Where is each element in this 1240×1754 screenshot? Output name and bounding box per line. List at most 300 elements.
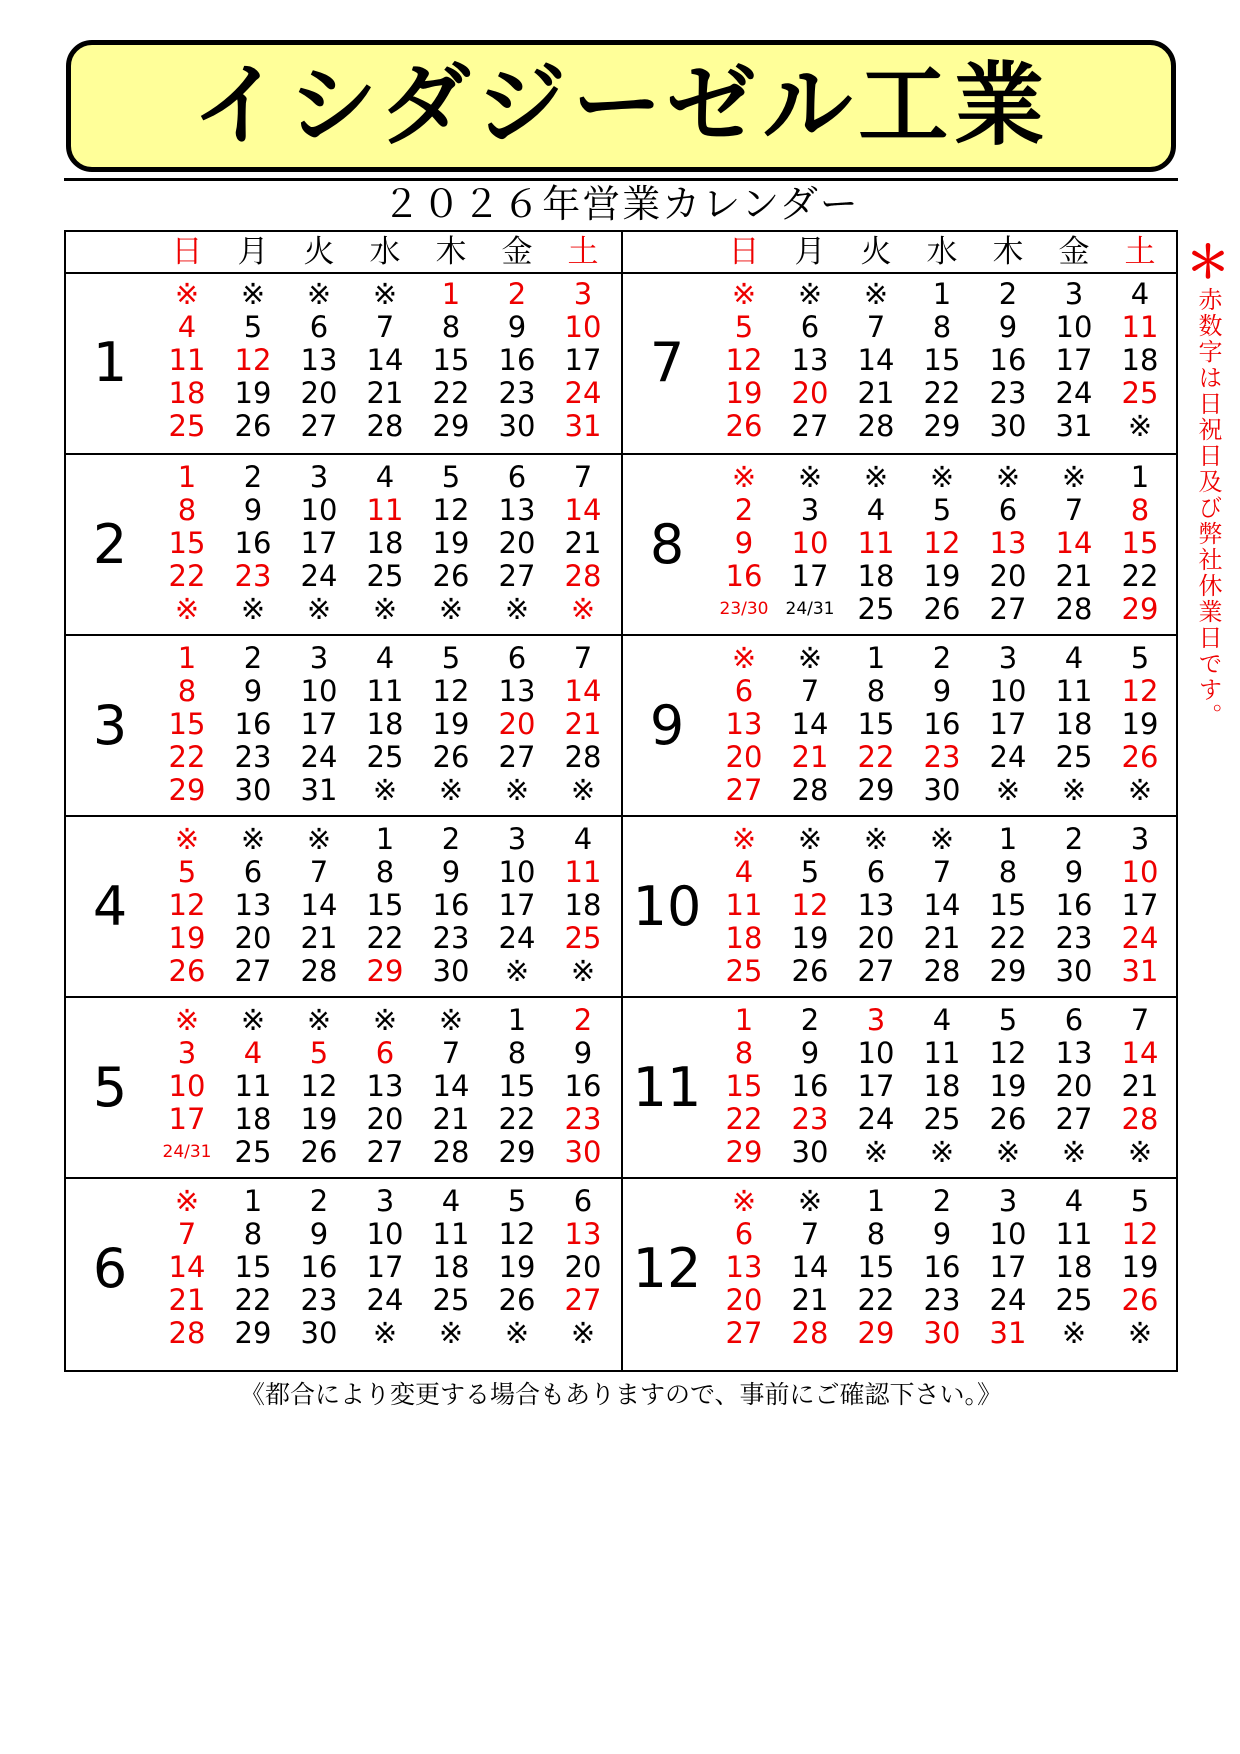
day-cell: 3 — [507, 822, 527, 856]
day-cell: 5 — [441, 460, 461, 494]
day-cell: 21 — [564, 526, 602, 560]
day-cell: 12 — [923, 526, 961, 560]
day-cell: 1 — [998, 822, 1018, 856]
day-cell: 13 — [564, 1217, 602, 1251]
closed-day-mark: ※ — [570, 773, 596, 807]
day-cell: 27 — [725, 773, 763, 807]
company-banner — [66, 40, 1176, 172]
day-cell: 28 — [857, 409, 895, 443]
day-cell: 13 — [857, 888, 895, 922]
month-block — [66, 634, 621, 815]
day-cell: 28 — [366, 409, 404, 443]
closed-day-mark: ※ — [438, 773, 464, 807]
calendar-title: ２０２６年営業カレンダー — [382, 182, 860, 226]
day-cell: 6 — [866, 855, 886, 889]
day-cell: 17 — [300, 707, 338, 741]
month-number: 8 — [649, 513, 685, 576]
month-number: 3 — [92, 694, 128, 757]
day-cell: 20 — [725, 1283, 763, 1317]
closed-day-mark: ※ — [995, 1135, 1021, 1169]
day-cell: 7 — [932, 855, 952, 889]
closed-day-mark: ※ — [306, 277, 332, 311]
day-cell: 10 — [1121, 855, 1159, 889]
closed-day-mark: ※ — [797, 277, 823, 311]
day-cell: 20 — [300, 376, 338, 410]
day-cell: 28 — [432, 1135, 470, 1169]
day-cell: 9 — [441, 855, 461, 889]
day-cell: 6 — [734, 1217, 754, 1251]
day-cell: 14 — [300, 888, 338, 922]
day-cell: 25 — [366, 740, 404, 774]
weekday-label: 金 — [1058, 234, 1090, 270]
closed-day-mark: ※ — [174, 592, 200, 626]
closed-day-mark: ※ — [929, 460, 955, 494]
day-cell: 16 — [234, 526, 272, 560]
day-cell: 28 — [300, 954, 338, 988]
day-cell: 21 — [791, 740, 829, 774]
closed-day-mark: ※ — [995, 460, 1021, 494]
day-cell: 26 — [300, 1135, 338, 1169]
day-cell: 4 — [932, 1003, 952, 1037]
day-cell: 25 — [366, 559, 404, 593]
day-cell: 18 — [923, 1069, 961, 1103]
day-cell: 11 — [857, 526, 895, 560]
day-cell: 10 — [366, 1217, 404, 1251]
closed-day-mark: ※ — [174, 822, 200, 856]
day-cell: 9 — [243, 674, 263, 708]
day-cell: 3 — [375, 1184, 395, 1218]
day-cell: 18 — [1121, 343, 1159, 377]
day-cell: 14 — [432, 1069, 470, 1103]
day-cell: 23 — [923, 1283, 961, 1317]
day-cell: 28 — [168, 1316, 206, 1350]
day-cell: 4 — [243, 1036, 263, 1070]
day-cell: 22 — [857, 740, 895, 774]
day-cell: 12 — [168, 888, 206, 922]
day-cell: 5 — [734, 310, 754, 344]
day-cell: 9 — [998, 310, 1018, 344]
day-cell: 19 — [498, 1250, 536, 1284]
day-cell: 19 — [234, 376, 272, 410]
day-cell: 27 — [1055, 1102, 1093, 1136]
day-cell: 21 — [168, 1283, 206, 1317]
day-cell: 9 — [507, 310, 527, 344]
closed-day-mark: ※ — [731, 277, 757, 311]
closed-day-mark: ※ — [372, 277, 398, 311]
day-cell: 24 — [857, 1102, 895, 1136]
day-cell: 31 — [1121, 954, 1159, 988]
day-cell: 18 — [366, 526, 404, 560]
month-number: 5 — [92, 1056, 128, 1119]
day-cell: 19 — [432, 707, 470, 741]
closed-day-mark: ※ — [372, 1316, 398, 1350]
day-cell: 19 — [791, 921, 829, 955]
day-cell: 13 — [498, 493, 536, 527]
day-cell: 5 — [507, 1184, 527, 1218]
day-cell: 27 — [857, 954, 895, 988]
weekday-label: 木 — [992, 234, 1024, 270]
day-cell: 25 — [168, 409, 206, 443]
day-cell: 15 — [366, 888, 404, 922]
day-cell: 23 — [1055, 921, 1093, 955]
closed-day-mark: ※ — [306, 592, 332, 626]
day-cell: 23 — [791, 1102, 829, 1136]
day-cell: 19 — [432, 526, 470, 560]
closed-day-mark: ※ — [372, 1003, 398, 1037]
calendar-right-column — [621, 232, 1178, 1370]
day-cell: 23 — [234, 559, 272, 593]
month-block — [66, 815, 621, 996]
day-cell: 1 — [177, 460, 197, 494]
month-block — [66, 453, 621, 634]
day-cell: 10 — [300, 674, 338, 708]
day-cell: 4 — [866, 493, 886, 527]
day-cell: 8 — [375, 855, 395, 889]
day-cell: 30 — [234, 773, 272, 807]
day-cell: 15 — [725, 1069, 763, 1103]
closed-day-mark: ※ — [797, 641, 823, 675]
day-cell: 7 — [177, 1217, 197, 1251]
closed-day-mark: ※ — [863, 822, 889, 856]
weekday-label: 水 — [369, 234, 401, 270]
month-block — [623, 272, 1178, 453]
day-cell: 7 — [800, 1217, 820, 1251]
day-cell: 4 — [734, 855, 754, 889]
closed-day-mark: ※ — [1127, 1316, 1153, 1350]
day-cell: 11 — [432, 1217, 470, 1251]
day-cell: 28 — [791, 773, 829, 807]
day-cell: 29 — [857, 773, 895, 807]
day-cell: 14 — [168, 1250, 206, 1284]
closed-day-mark: ※ — [174, 277, 200, 311]
day-cell: 30 — [564, 1135, 602, 1169]
day-cell: 23 — [432, 921, 470, 955]
day-cell: 19 — [725, 376, 763, 410]
day-cell: 27 — [725, 1316, 763, 1350]
day-cell: 30 — [432, 954, 470, 988]
day-cell: 7 — [1064, 493, 1084, 527]
day-cell: 10 — [791, 526, 829, 560]
month-number: 7 — [649, 331, 685, 394]
day-cell: 1 — [734, 1003, 754, 1037]
closed-day-mark: ※ — [306, 1003, 332, 1037]
day-cell: 21 — [366, 376, 404, 410]
day-cell: 7 — [1130, 1003, 1150, 1037]
day-cell: 26 — [168, 954, 206, 988]
day-cell: 14 — [923, 888, 961, 922]
day-cell: 24 — [1055, 376, 1093, 410]
closed-day-mark: ※ — [731, 460, 757, 494]
day-cell: 15 — [234, 1250, 272, 1284]
day-cell: 2 — [507, 277, 527, 311]
day-cell: 4 — [375, 460, 395, 494]
day-cell: 13 — [300, 343, 338, 377]
day-cell: 25 — [857, 592, 895, 626]
day-cell: 17 — [857, 1069, 895, 1103]
day-cell: 10 — [300, 493, 338, 527]
day-cell: 11 — [725, 888, 763, 922]
closed-day-mark: ※ — [240, 1003, 266, 1037]
day-cell: 15 — [1121, 526, 1159, 560]
day-cell: 24 — [1121, 921, 1159, 955]
day-cell: 3 — [177, 1036, 197, 1070]
closed-day-mark: ※ — [863, 277, 889, 311]
month-number: 10 — [632, 875, 702, 938]
day-cell: 17 — [366, 1250, 404, 1284]
day-cell: 8 — [866, 1217, 886, 1251]
day-cell: 5 — [1130, 1184, 1150, 1218]
day-cell: 17 — [989, 707, 1027, 741]
day-cell: 23 — [498, 376, 536, 410]
day-cell: 26 — [989, 1102, 1027, 1136]
day-cell: 20 — [989, 559, 1027, 593]
closed-day-mark: ※ — [731, 822, 757, 856]
day-cell: 22 — [857, 1283, 895, 1317]
day-cell: 14 — [857, 343, 895, 377]
day-cell: 16 — [564, 1069, 602, 1103]
closed-day-mark: ※ — [797, 1184, 823, 1218]
day-cell: 16 — [234, 707, 272, 741]
day-cell: 22 — [989, 921, 1027, 955]
day-cell: 17 — [168, 1102, 206, 1136]
weekday-label: 月 — [794, 234, 826, 270]
day-cell: 31 — [989, 1316, 1027, 1350]
day-cell: 11 — [1055, 674, 1093, 708]
closed-day-mark: ※ — [504, 1316, 530, 1350]
day-cell: 14 — [564, 674, 602, 708]
calendar-left-column — [66, 232, 621, 1370]
day-cell: 3 — [800, 493, 820, 527]
day-cell: 19 — [989, 1069, 1027, 1103]
day-cell: 2 — [243, 460, 263, 494]
month-number: 12 — [632, 1237, 702, 1300]
day-cell: 12 — [498, 1217, 536, 1251]
day-cell: 13 — [989, 526, 1027, 560]
day-cell: 8 — [734, 1036, 754, 1070]
day-cell: 18 — [432, 1250, 470, 1284]
day-cell: 20 — [498, 707, 536, 741]
day-cell: 26 — [234, 409, 272, 443]
weekday-header — [623, 232, 1178, 274]
day-cell: 20 — [498, 526, 536, 560]
closed-day-mark: ※ — [438, 592, 464, 626]
day-cell: 24 — [366, 1283, 404, 1317]
day-cell: 21 — [1055, 559, 1093, 593]
day-cell: 23/30 — [719, 599, 769, 619]
month-number: 2 — [92, 513, 128, 576]
day-cell: 2 — [309, 1184, 329, 1218]
day-cell: 9 — [932, 674, 952, 708]
company-name: イシダジーゼル工業 — [191, 53, 1051, 158]
day-cell: 23 — [989, 376, 1027, 410]
closed-day-mark: ※ — [863, 460, 889, 494]
day-cell: 5 — [441, 641, 461, 675]
day-cell: 26 — [791, 954, 829, 988]
day-cell: 25 — [1055, 740, 1093, 774]
day-cell: 20 — [234, 921, 272, 955]
day-cell: 28 — [1055, 592, 1093, 626]
day-cell: 14 — [366, 343, 404, 377]
month-block — [623, 815, 1178, 996]
day-cell: 9 — [573, 1036, 593, 1070]
closed-day-mark: ※ — [504, 773, 530, 807]
day-cell: 25 — [923, 1102, 961, 1136]
day-cell: 2 — [573, 1003, 593, 1037]
day-cell: 17 — [791, 559, 829, 593]
day-cell: 15 — [857, 1250, 895, 1284]
closed-day-mark: ※ — [1061, 1135, 1087, 1169]
day-cell: 6 — [507, 641, 527, 675]
day-cell: 28 — [564, 559, 602, 593]
closed-day-mark: ※ — [504, 954, 530, 988]
closed-day-mark: ※ — [372, 773, 398, 807]
day-cell: 28 — [923, 954, 961, 988]
day-cell: 10 — [857, 1036, 895, 1070]
day-cell: 1 — [441, 277, 461, 311]
day-cell: 2 — [998, 277, 1018, 311]
day-cell: 4 — [375, 641, 395, 675]
day-cell: 16 — [989, 343, 1027, 377]
day-cell: 13 — [1055, 1036, 1093, 1070]
day-cell: 29 — [234, 1316, 272, 1350]
day-cell: 20 — [564, 1250, 602, 1284]
day-cell: 3 — [998, 1184, 1018, 1218]
day-cell: 7 — [800, 674, 820, 708]
day-cell: 8 — [507, 1036, 527, 1070]
day-cell: 1 — [507, 1003, 527, 1037]
day-cell: 3 — [1130, 822, 1150, 856]
day-cell: 6 — [309, 310, 329, 344]
day-cell: 17 — [1055, 343, 1093, 377]
day-cell: 7 — [573, 460, 593, 494]
closed-day-mark: ※ — [570, 592, 596, 626]
day-cell: 20 — [857, 921, 895, 955]
day-cell: 31 — [564, 409, 602, 443]
day-cell: 10 — [989, 674, 1027, 708]
day-cell: 16 — [791, 1069, 829, 1103]
day-cell: 8 — [932, 310, 952, 344]
day-cell: 21 — [564, 707, 602, 741]
month-number: 11 — [632, 1056, 702, 1119]
month-number: 1 — [92, 331, 128, 394]
day-cell: 16 — [923, 1250, 961, 1284]
day-cell: 2 — [932, 641, 952, 675]
day-cell: 31 — [1055, 409, 1093, 443]
day-cell: 12 — [725, 343, 763, 377]
day-cell: 4 — [1130, 277, 1150, 311]
closed-day-mark: ※ — [306, 822, 332, 856]
day-cell: 3 — [998, 641, 1018, 675]
day-cell: 21 — [857, 376, 895, 410]
day-cell: 23 — [234, 740, 272, 774]
weekday-header — [66, 232, 621, 274]
day-cell: 11 — [366, 674, 404, 708]
day-cell: 24 — [989, 740, 1027, 774]
day-cell: 30 — [923, 1316, 961, 1350]
day-cell: 26 — [1121, 740, 1159, 774]
day-cell: 16 — [923, 707, 961, 741]
day-cell: 29 — [989, 954, 1027, 988]
day-cell: 24 — [498, 921, 536, 955]
day-cell: 9 — [800, 1036, 820, 1070]
day-cell: 14 — [564, 493, 602, 527]
day-cell: 16 — [432, 888, 470, 922]
day-cell: 14 — [791, 1250, 829, 1284]
day-cell: 3 — [573, 277, 593, 311]
day-cell: 17 — [564, 343, 602, 377]
calendar-grid — [64, 230, 1178, 1372]
day-cell: 27 — [234, 954, 272, 988]
day-cell: 16 — [1055, 888, 1093, 922]
day-cell: 6 — [573, 1184, 593, 1218]
day-cell: 3 — [866, 1003, 886, 1037]
day-cell: 4 — [1064, 641, 1084, 675]
closed-day-mark: ※ — [1127, 773, 1153, 807]
day-cell: 20 — [366, 1102, 404, 1136]
day-cell: 6 — [998, 493, 1018, 527]
weekday-label: 水 — [926, 234, 958, 270]
day-cell: 6 — [734, 674, 754, 708]
closed-day-mark: ※ — [372, 592, 398, 626]
day-cell: 13 — [725, 1250, 763, 1284]
closed-day-mark: ※ — [1061, 773, 1087, 807]
day-cell: 23 — [923, 740, 961, 774]
day-cell: 1 — [866, 641, 886, 675]
closed-day-mark: ※ — [863, 1135, 889, 1169]
day-cell: 10 — [989, 1217, 1027, 1251]
day-cell: 26 — [432, 559, 470, 593]
day-cell: 29 — [366, 954, 404, 988]
day-cell: 22 — [234, 1283, 272, 1317]
holiday-legend — [1181, 237, 1235, 729]
weekday-label: 月 — [237, 234, 269, 270]
day-cell: 24 — [989, 1283, 1027, 1317]
day-cell: 22 — [366, 921, 404, 955]
day-cell: 17 — [989, 1250, 1027, 1284]
day-cell: 24 — [564, 376, 602, 410]
day-cell: 5 — [932, 493, 952, 527]
day-cell: 10 — [498, 855, 536, 889]
day-cell: 1 — [932, 277, 952, 311]
day-cell: 11 — [923, 1036, 961, 1070]
day-cell: 12 — [989, 1036, 1027, 1070]
day-cell: 19 — [1121, 707, 1159, 741]
day-cell: 21 — [923, 921, 961, 955]
day-cell: 15 — [498, 1069, 536, 1103]
closed-day-mark: ※ — [929, 1135, 955, 1169]
day-cell: 18 — [857, 559, 895, 593]
day-cell: 30 — [923, 773, 961, 807]
day-cell: 25 — [234, 1135, 272, 1169]
closed-day-mark: ※ — [929, 822, 955, 856]
day-cell: 1 — [243, 1184, 263, 1218]
day-cell: 20 — [725, 740, 763, 774]
day-cell: 6 — [243, 855, 263, 889]
closed-day-mark: ※ — [995, 773, 1021, 807]
day-cell: 12 — [432, 674, 470, 708]
day-cell: 4 — [177, 310, 197, 344]
day-cell: 25 — [564, 921, 602, 955]
day-cell: 5 — [800, 855, 820, 889]
day-cell: 13 — [366, 1069, 404, 1103]
day-cell: 29 — [1121, 592, 1159, 626]
day-cell: 29 — [168, 773, 206, 807]
day-cell: 29 — [498, 1135, 536, 1169]
closed-day-mark: ※ — [1061, 1316, 1087, 1350]
day-cell: 14 — [1121, 1036, 1159, 1070]
day-cell: 1 — [866, 1184, 886, 1218]
day-cell: 6 — [800, 310, 820, 344]
